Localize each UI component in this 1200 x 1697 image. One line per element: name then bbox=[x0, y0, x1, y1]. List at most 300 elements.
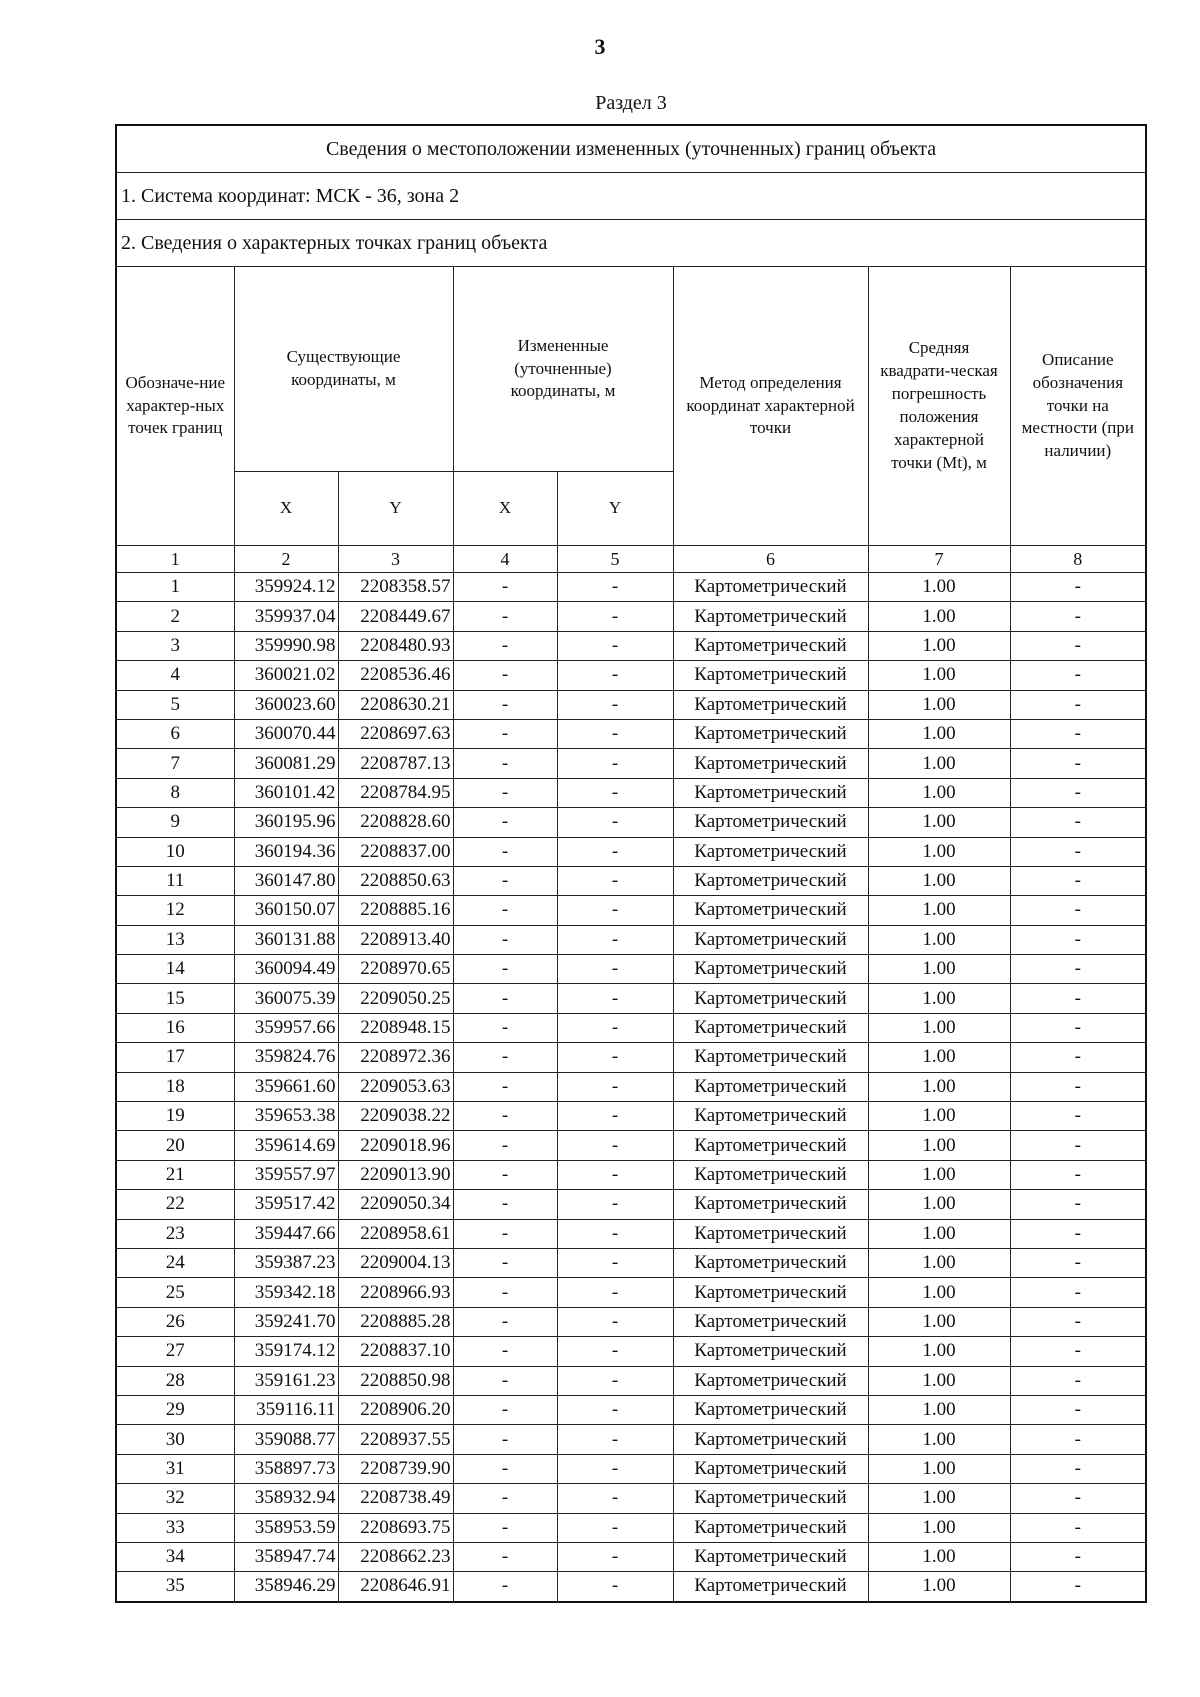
changed-y-cell: - bbox=[557, 690, 673, 719]
existing-y-cell: 2208449.67 bbox=[338, 602, 453, 631]
point-id-cell: 27 bbox=[116, 1337, 234, 1366]
method-cell: Картометрический bbox=[673, 631, 868, 660]
existing-x-cell: 360081.29 bbox=[234, 749, 338, 778]
description-cell: - bbox=[1010, 631, 1146, 660]
changed-x-cell: - bbox=[453, 1072, 557, 1101]
header-changed-coords bbox=[453, 267, 673, 472]
changed-x-cell: - bbox=[453, 1248, 557, 1277]
method-cell: Картометрический bbox=[673, 1219, 868, 1248]
changed-y-cell: - bbox=[557, 1337, 673, 1366]
header-existing-coords bbox=[234, 267, 453, 472]
point-id-cell: 35 bbox=[116, 1572, 234, 1602]
existing-y-cell: 2208662.23 bbox=[338, 1542, 453, 1571]
description-cell: - bbox=[1010, 1572, 1146, 1602]
existing-x-cell: 359557.97 bbox=[234, 1160, 338, 1189]
changed-y-cell: - bbox=[557, 1425, 673, 1454]
changed-x-cell: - bbox=[453, 896, 557, 925]
error-cell: 1.00 bbox=[868, 1572, 1010, 1602]
error-cell: 1.00 bbox=[868, 925, 1010, 954]
point-id-cell: 20 bbox=[116, 1131, 234, 1160]
point-id-cell: 32 bbox=[116, 1484, 234, 1513]
method-cell: Картометрический bbox=[673, 1013, 868, 1042]
point-id-cell: 29 bbox=[116, 1395, 234, 1424]
method-cell: Картометрический bbox=[673, 602, 868, 631]
existing-x-cell: 359661.60 bbox=[234, 1072, 338, 1101]
error-cell: 1.00 bbox=[868, 984, 1010, 1013]
changed-x-cell: - bbox=[453, 808, 557, 837]
changed-x-cell: - bbox=[453, 573, 557, 602]
existing-y-cell: 2208970.65 bbox=[338, 955, 453, 984]
method-cell: Картометрический bbox=[673, 1337, 868, 1366]
description-cell: - bbox=[1010, 1513, 1146, 1542]
error-cell: 1.00 bbox=[868, 1072, 1010, 1101]
existing-x-cell: 360070.44 bbox=[234, 719, 338, 748]
table-row bbox=[116, 925, 1146, 954]
header-description bbox=[1010, 267, 1146, 546]
changed-y-cell: - bbox=[557, 837, 673, 866]
header-existing-coords-text: Существующие координаты, м bbox=[286, 347, 401, 389]
point-id-cell: 2 bbox=[116, 602, 234, 631]
error-cell: 1.00 bbox=[868, 837, 1010, 866]
error-cell: 1.00 bbox=[868, 1160, 1010, 1189]
changed-x-cell: - bbox=[453, 719, 557, 748]
table-row bbox=[116, 866, 1146, 895]
header-method bbox=[673, 267, 868, 546]
table-row bbox=[116, 1425, 1146, 1454]
changed-x-cell: - bbox=[453, 749, 557, 778]
changed-y-cell: - bbox=[557, 1395, 673, 1424]
error-cell: 1.00 bbox=[868, 955, 1010, 984]
existing-y-cell: 2208646.91 bbox=[338, 1572, 453, 1602]
changed-x-cell: - bbox=[453, 1043, 557, 1072]
method-cell: Картометрический bbox=[673, 896, 868, 925]
existing-y-cell: 2208966.93 bbox=[338, 1278, 453, 1307]
existing-x-cell: 359342.18 bbox=[234, 1278, 338, 1307]
table-row bbox=[116, 749, 1146, 778]
method-cell: Картометрический bbox=[673, 1278, 868, 1307]
table-row bbox=[116, 1013, 1146, 1042]
method-cell: Картометрический bbox=[673, 837, 868, 866]
existing-x-cell: 358946.29 bbox=[234, 1572, 338, 1602]
column-number: 7 bbox=[868, 546, 1010, 573]
description-cell: - bbox=[1010, 1043, 1146, 1072]
point-id-cell: 5 bbox=[116, 690, 234, 719]
error-cell: 1.00 bbox=[868, 1248, 1010, 1277]
table-row bbox=[116, 1337, 1146, 1366]
table-row bbox=[116, 1072, 1146, 1101]
existing-y-cell: 2208937.55 bbox=[338, 1425, 453, 1454]
column-numbers-row bbox=[116, 546, 1146, 573]
changed-y-cell: - bbox=[557, 866, 673, 895]
changed-x-cell: - bbox=[453, 1542, 557, 1571]
existing-y-cell: 2208850.63 bbox=[338, 866, 453, 895]
header-existing-x: X bbox=[234, 472, 338, 546]
point-id-cell: 13 bbox=[116, 925, 234, 954]
column-number: 6 bbox=[673, 546, 868, 573]
existing-x-cell: 358897.73 bbox=[234, 1454, 338, 1483]
changed-y-cell: - bbox=[557, 573, 673, 602]
description-cell: - bbox=[1010, 1395, 1146, 1424]
table-row bbox=[116, 1395, 1146, 1424]
page-number: 3 bbox=[594, 34, 606, 59]
table-row bbox=[116, 1307, 1146, 1336]
existing-x-cell: 359161.23 bbox=[234, 1366, 338, 1395]
existing-x-cell: 359990.98 bbox=[234, 631, 338, 660]
existing-y-cell: 2208630.21 bbox=[338, 690, 453, 719]
existing-y-cell: 2208784.95 bbox=[338, 778, 453, 807]
changed-x-cell: - bbox=[453, 1102, 557, 1131]
existing-y-cell: 2208850.98 bbox=[338, 1366, 453, 1395]
changed-y-cell: - bbox=[557, 984, 673, 1013]
table-row bbox=[116, 1248, 1146, 1277]
existing-y-cell: 2208828.60 bbox=[338, 808, 453, 837]
method-cell: Картометрический bbox=[673, 573, 868, 602]
error-cell: 1.00 bbox=[868, 749, 1010, 778]
existing-x-cell: 359957.66 bbox=[234, 1013, 338, 1042]
error-cell: 1.00 bbox=[868, 602, 1010, 631]
header-changed-x: X bbox=[453, 472, 557, 546]
existing-y-cell: 2208913.40 bbox=[338, 925, 453, 954]
error-cell: 1.00 bbox=[868, 1542, 1010, 1571]
existing-x-cell: 359653.38 bbox=[234, 1102, 338, 1131]
table-row bbox=[116, 808, 1146, 837]
existing-y-cell: 2209013.90 bbox=[338, 1160, 453, 1189]
method-cell: Картометрический bbox=[673, 1131, 868, 1160]
table-row bbox=[116, 1131, 1146, 1160]
existing-y-cell: 2208837.00 bbox=[338, 837, 453, 866]
existing-y-cell: 2209050.25 bbox=[338, 984, 453, 1013]
table-row bbox=[116, 896, 1146, 925]
description-cell: - bbox=[1010, 1425, 1146, 1454]
method-cell: Картометрический bbox=[673, 1395, 868, 1424]
changed-x-cell: - bbox=[453, 1131, 557, 1160]
changed-y-cell: - bbox=[557, 1102, 673, 1131]
changed-y-cell: - bbox=[557, 1043, 673, 1072]
error-cell: 1.00 bbox=[868, 573, 1010, 602]
existing-y-cell: 2208787.13 bbox=[338, 749, 453, 778]
table-row bbox=[116, 1484, 1146, 1513]
header-changed-coords-text: Измененные (уточненные) координаты, м bbox=[510, 335, 616, 401]
method-cell: Картометрический bbox=[673, 1190, 868, 1219]
existing-x-cell: 359614.69 bbox=[234, 1131, 338, 1160]
method-cell: Картометрический bbox=[673, 808, 868, 837]
changed-y-cell: - bbox=[557, 808, 673, 837]
error-cell: 1.00 bbox=[868, 631, 1010, 660]
header-existing-y: Y bbox=[338, 472, 453, 546]
existing-y-cell: 2208358.57 bbox=[338, 573, 453, 602]
error-cell: 1.00 bbox=[868, 896, 1010, 925]
changed-y-cell: - bbox=[557, 661, 673, 690]
table-row bbox=[116, 1454, 1146, 1483]
error-cell: 1.00 bbox=[868, 1454, 1010, 1483]
header-error bbox=[868, 267, 1010, 546]
column-number: 8 bbox=[1010, 546, 1146, 573]
changed-y-cell: - bbox=[557, 1572, 673, 1602]
description-cell: - bbox=[1010, 925, 1146, 954]
changed-x-cell: - bbox=[453, 1219, 557, 1248]
error-cell: 1.00 bbox=[868, 719, 1010, 748]
changed-x-cell: - bbox=[453, 955, 557, 984]
existing-x-cell: 359824.76 bbox=[234, 1043, 338, 1072]
changed-x-cell: - bbox=[453, 602, 557, 631]
method-cell: Картометрический bbox=[673, 1072, 868, 1101]
description-cell: - bbox=[1010, 690, 1146, 719]
description-cell: - bbox=[1010, 1542, 1146, 1571]
point-id-cell: 19 bbox=[116, 1102, 234, 1131]
description-cell: - bbox=[1010, 955, 1146, 984]
changed-y-cell: - bbox=[557, 1131, 673, 1160]
existing-x-cell: 360194.36 bbox=[234, 837, 338, 866]
method-cell: Картометрический bbox=[673, 690, 868, 719]
description-cell: - bbox=[1010, 778, 1146, 807]
changed-y-cell: - bbox=[557, 1013, 673, 1042]
error-cell: 1.00 bbox=[868, 1513, 1010, 1542]
changed-x-cell: - bbox=[453, 1572, 557, 1602]
existing-x-cell: 360023.60 bbox=[234, 690, 338, 719]
table-row bbox=[116, 631, 1146, 660]
description-cell: - bbox=[1010, 984, 1146, 1013]
existing-x-cell: 360150.07 bbox=[234, 896, 338, 925]
description-cell: - bbox=[1010, 1484, 1146, 1513]
table-row bbox=[116, 1190, 1146, 1219]
coordinates-table bbox=[115, 124, 1147, 1603]
existing-y-cell: 2208948.15 bbox=[338, 1013, 453, 1042]
description-cell: - bbox=[1010, 1454, 1146, 1483]
description-cell: - bbox=[1010, 1102, 1146, 1131]
changed-y-cell: - bbox=[557, 1454, 673, 1483]
changed-x-cell: - bbox=[453, 1484, 557, 1513]
header-description-text: Описание обозначения точки на местности (при наличии) bbox=[1021, 349, 1134, 461]
changed-y-cell: - bbox=[557, 1484, 673, 1513]
table-row bbox=[116, 955, 1146, 984]
changed-y-cell: - bbox=[557, 896, 673, 925]
changed-y-cell: - bbox=[557, 1072, 673, 1101]
table-row bbox=[116, 719, 1146, 748]
existing-x-cell: 360021.02 bbox=[234, 661, 338, 690]
point-id-cell: 15 bbox=[116, 984, 234, 1013]
existing-y-cell: 2209018.96 bbox=[338, 1131, 453, 1160]
error-cell: 1.00 bbox=[868, 1102, 1010, 1131]
description-cell: - bbox=[1010, 866, 1146, 895]
method-cell: Картометрический bbox=[673, 1102, 868, 1131]
method-cell: Картометрический bbox=[673, 955, 868, 984]
changed-y-cell: - bbox=[557, 1513, 673, 1542]
changed-y-cell: - bbox=[557, 1219, 673, 1248]
method-cell: Картометрический bbox=[673, 1307, 868, 1336]
column-number: 4 bbox=[453, 546, 557, 573]
changed-y-cell: - bbox=[557, 1366, 673, 1395]
method-cell: Картометрический bbox=[673, 1160, 868, 1189]
description-cell: - bbox=[1010, 573, 1146, 602]
method-cell: Картометрический bbox=[673, 719, 868, 748]
existing-y-cell: 2209004.13 bbox=[338, 1248, 453, 1277]
error-cell: 1.00 bbox=[868, 1190, 1010, 1219]
point-id-cell: 8 bbox=[116, 778, 234, 807]
existing-x-cell: 359174.12 bbox=[234, 1337, 338, 1366]
changed-y-cell: - bbox=[557, 1278, 673, 1307]
changed-y-cell: - bbox=[557, 631, 673, 660]
changed-y-cell: - bbox=[557, 925, 673, 954]
changed-y-cell: - bbox=[557, 955, 673, 984]
changed-y-cell: - bbox=[557, 1307, 673, 1336]
existing-y-cell: 2208739.90 bbox=[338, 1454, 453, 1483]
point-id-cell: 9 bbox=[116, 808, 234, 837]
error-cell: 1.00 bbox=[868, 661, 1010, 690]
method-cell: Картометрический bbox=[673, 866, 868, 895]
changed-x-cell: - bbox=[453, 778, 557, 807]
header-method-text: Метод определения координат характерной точки bbox=[686, 372, 855, 438]
existing-x-cell: 358932.94 bbox=[234, 1484, 338, 1513]
description-cell: - bbox=[1010, 808, 1146, 837]
point-id-cell: 11 bbox=[116, 866, 234, 895]
existing-y-cell: 2209053.63 bbox=[338, 1072, 453, 1101]
changed-x-cell: - bbox=[453, 1278, 557, 1307]
changed-y-cell: - bbox=[557, 719, 673, 748]
existing-x-cell: 360147.80 bbox=[234, 866, 338, 895]
point-id-cell: 10 bbox=[116, 837, 234, 866]
method-cell: Картометрический bbox=[673, 1513, 868, 1542]
error-cell: 1.00 bbox=[868, 1307, 1010, 1336]
changed-x-cell: - bbox=[453, 631, 557, 660]
existing-x-cell: 359116.11 bbox=[234, 1395, 338, 1424]
table-row bbox=[116, 690, 1146, 719]
existing-y-cell: 2208480.93 bbox=[338, 631, 453, 660]
changed-y-cell: - bbox=[557, 1160, 673, 1189]
description-cell: - bbox=[1010, 1013, 1146, 1042]
changed-x-cell: - bbox=[453, 1425, 557, 1454]
description-cell: - bbox=[1010, 719, 1146, 748]
error-cell: 1.00 bbox=[868, 1043, 1010, 1072]
table-row bbox=[116, 1278, 1146, 1307]
table-row bbox=[116, 1043, 1146, 1072]
description-cell: - bbox=[1010, 749, 1146, 778]
existing-x-cell: 359517.42 bbox=[234, 1190, 338, 1219]
error-cell: 1.00 bbox=[868, 1337, 1010, 1366]
error-cell: 1.00 bbox=[868, 778, 1010, 807]
error-cell: 1.00 bbox=[868, 866, 1010, 895]
point-id-cell: 16 bbox=[116, 1013, 234, 1042]
existing-x-cell: 358953.59 bbox=[234, 1513, 338, 1542]
table-row bbox=[116, 1542, 1146, 1571]
point-id-cell: 3 bbox=[116, 631, 234, 660]
method-cell: Картометрический bbox=[673, 1425, 868, 1454]
header-designation bbox=[116, 267, 234, 546]
table-row bbox=[116, 1572, 1146, 1602]
existing-x-cell: 360094.49 bbox=[234, 955, 338, 984]
method-cell: Картометрический bbox=[673, 925, 868, 954]
description-cell: - bbox=[1010, 896, 1146, 925]
point-id-cell: 7 bbox=[116, 749, 234, 778]
method-cell: Картометрический bbox=[673, 1572, 868, 1602]
changed-y-cell: - bbox=[557, 1542, 673, 1571]
point-id-cell: 31 bbox=[116, 1454, 234, 1483]
existing-y-cell: 2208885.28 bbox=[338, 1307, 453, 1336]
column-number: 2 bbox=[234, 546, 338, 573]
method-cell: Картометрический bbox=[673, 749, 868, 778]
description-cell: - bbox=[1010, 837, 1146, 866]
column-number: 3 bbox=[338, 546, 453, 573]
table-row bbox=[116, 778, 1146, 807]
point-id-cell: 25 bbox=[116, 1278, 234, 1307]
existing-x-cell: 359924.12 bbox=[234, 573, 338, 602]
point-id-cell: 1 bbox=[116, 573, 234, 602]
existing-x-cell: 359937.04 bbox=[234, 602, 338, 631]
error-cell: 1.00 bbox=[868, 1395, 1010, 1424]
point-id-cell: 14 bbox=[116, 955, 234, 984]
changed-y-cell: - bbox=[557, 1248, 673, 1277]
method-cell: Картометрический bbox=[673, 1454, 868, 1483]
point-id-cell: 21 bbox=[116, 1160, 234, 1189]
existing-y-cell: 2208697.63 bbox=[338, 719, 453, 748]
description-cell: - bbox=[1010, 1219, 1146, 1248]
description-cell: - bbox=[1010, 602, 1146, 631]
changed-x-cell: - bbox=[453, 1513, 557, 1542]
section-title: Раздел 3 bbox=[595, 92, 667, 114]
description-cell: - bbox=[1010, 1160, 1146, 1189]
existing-y-cell: 2209050.34 bbox=[338, 1190, 453, 1219]
description-cell: - bbox=[1010, 661, 1146, 690]
changed-x-cell: - bbox=[453, 1190, 557, 1219]
existing-x-cell: 360101.42 bbox=[234, 778, 338, 807]
method-cell: Картометрический bbox=[673, 984, 868, 1013]
table-row bbox=[116, 837, 1146, 866]
point-id-cell: 24 bbox=[116, 1248, 234, 1277]
table-row bbox=[116, 1102, 1146, 1131]
changed-x-cell: - bbox=[453, 984, 557, 1013]
point-id-cell: 18 bbox=[116, 1072, 234, 1101]
method-cell: Картометрический bbox=[673, 1542, 868, 1571]
coord-system-line: 1. Система координат: МСК - 36, зона 2 bbox=[116, 173, 1146, 220]
changed-x-cell: - bbox=[453, 661, 557, 690]
error-cell: 1.00 bbox=[868, 1013, 1010, 1042]
method-cell: Картометрический bbox=[673, 1043, 868, 1072]
existing-x-cell: 358947.74 bbox=[234, 1542, 338, 1571]
method-cell: Картометрический bbox=[673, 1366, 868, 1395]
description-cell: - bbox=[1010, 1307, 1146, 1336]
column-number: 1 bbox=[116, 546, 234, 573]
table-row bbox=[116, 1513, 1146, 1542]
description-cell: - bbox=[1010, 1248, 1146, 1277]
point-id-cell: 23 bbox=[116, 1219, 234, 1248]
changed-x-cell: - bbox=[453, 1307, 557, 1336]
table-row bbox=[116, 661, 1146, 690]
changed-y-cell: - bbox=[557, 602, 673, 631]
point-id-cell: 17 bbox=[116, 1043, 234, 1072]
description-cell: - bbox=[1010, 1131, 1146, 1160]
existing-x-cell: 360075.39 bbox=[234, 984, 338, 1013]
table-row bbox=[116, 1219, 1146, 1248]
existing-y-cell: 2208906.20 bbox=[338, 1395, 453, 1424]
existing-y-cell: 2208885.16 bbox=[338, 896, 453, 925]
existing-y-cell: 2209038.22 bbox=[338, 1102, 453, 1131]
column-number: 5 bbox=[557, 546, 673, 573]
point-id-cell: 4 bbox=[116, 661, 234, 690]
method-cell: Картометрический bbox=[673, 778, 868, 807]
description-cell: - bbox=[1010, 1366, 1146, 1395]
description-cell: - bbox=[1010, 1278, 1146, 1307]
error-cell: 1.00 bbox=[868, 1484, 1010, 1513]
method-cell: Картометрический bbox=[673, 1248, 868, 1277]
changed-x-cell: - bbox=[453, 1366, 557, 1395]
existing-x-cell: 360195.96 bbox=[234, 808, 338, 837]
existing-y-cell: 2208536.46 bbox=[338, 661, 453, 690]
error-cell: 1.00 bbox=[868, 808, 1010, 837]
description-cell: - bbox=[1010, 1072, 1146, 1101]
method-cell: Картометрический bbox=[673, 1484, 868, 1513]
existing-x-cell: 359088.77 bbox=[234, 1425, 338, 1454]
description-cell: - bbox=[1010, 1190, 1146, 1219]
points-heading: 2. Сведения о характерных точках границ объекта bbox=[116, 220, 1146, 267]
